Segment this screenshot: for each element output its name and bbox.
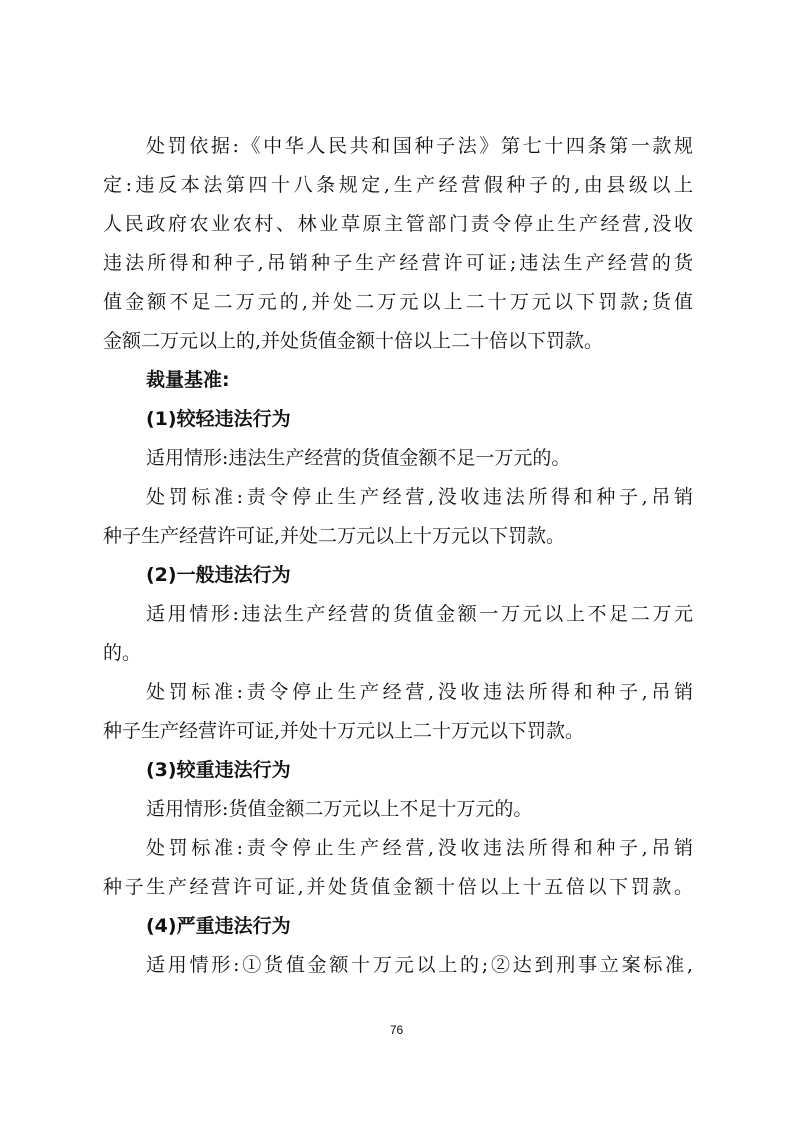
- paragraph-line: 处罚标准:责令停止生产经营,没收违法所得和种子,吊销: [146, 837, 693, 859]
- paragraph-line: 适用情形:违法生产经营的货值金额一万元以上不足二万元: [146, 603, 693, 625]
- subsection-heading: (4)严重违法行为: [146, 915, 291, 937]
- paragraph-line: 的。: [103, 642, 142, 664]
- subsection-heading: (2)一般违法行为: [146, 564, 291, 586]
- paragraph-line: 种子生产经营许可证,并处十万元以上二十万元以下罚款。: [103, 720, 585, 742]
- paragraph-line: 值金额不足二万元的,并处二万元以上二十万元以下罚款;货值: [103, 291, 693, 313]
- paragraph-line: 违法所得和种子,吊销种子生产经营许可证;违法生产经营的货: [103, 252, 693, 274]
- page-number: 76: [389, 1023, 404, 1037]
- paragraph-line: 适用情形:违法生产经营的货值金额不足一万元的。: [146, 447, 571, 469]
- paragraph-line: 适用情形:货值金额二万元以上不足十万元的。: [146, 798, 533, 820]
- paragraph-line: 种子生产经营许可证,并处二万元以上十万元以下罚款。: [103, 525, 566, 547]
- paragraph-line: 处罚标准:责令停止生产经营,没收违法所得和种子,吊销: [146, 681, 693, 703]
- subsection-heading: (3)较重违法行为: [146, 759, 291, 781]
- paragraph-line: 适用情形:①货值金额十万元以上的;②达到刑事立案标准,: [146, 954, 693, 976]
- subsection-heading: (1)较轻违法行为: [146, 408, 291, 430]
- paragraph-line: 人民政府农业农村、林业草原主管部门责令停止生产经营,没收: [103, 213, 693, 235]
- paragraph-line: 金额二万元以上的,并处货值金额十倍以上二十倍以下罚款。: [103, 330, 604, 352]
- paragraph-line: 定:违反本法第四十八条规定,生产经营假种子的,由县级以上: [103, 174, 693, 196]
- paragraph-line: 种子生产经营许可证,并处货值金额十倍以上十五倍以下罚款。: [103, 876, 693, 898]
- paragraph-line: 处罚标准:责令停止生产经营,没收违法所得和种子,吊销: [146, 486, 693, 508]
- paragraph-line: 处罚依据:《中华人民共和国种子法》第七十四条第一款规: [146, 135, 693, 157]
- section-heading: 裁量基准:: [146, 369, 230, 391]
